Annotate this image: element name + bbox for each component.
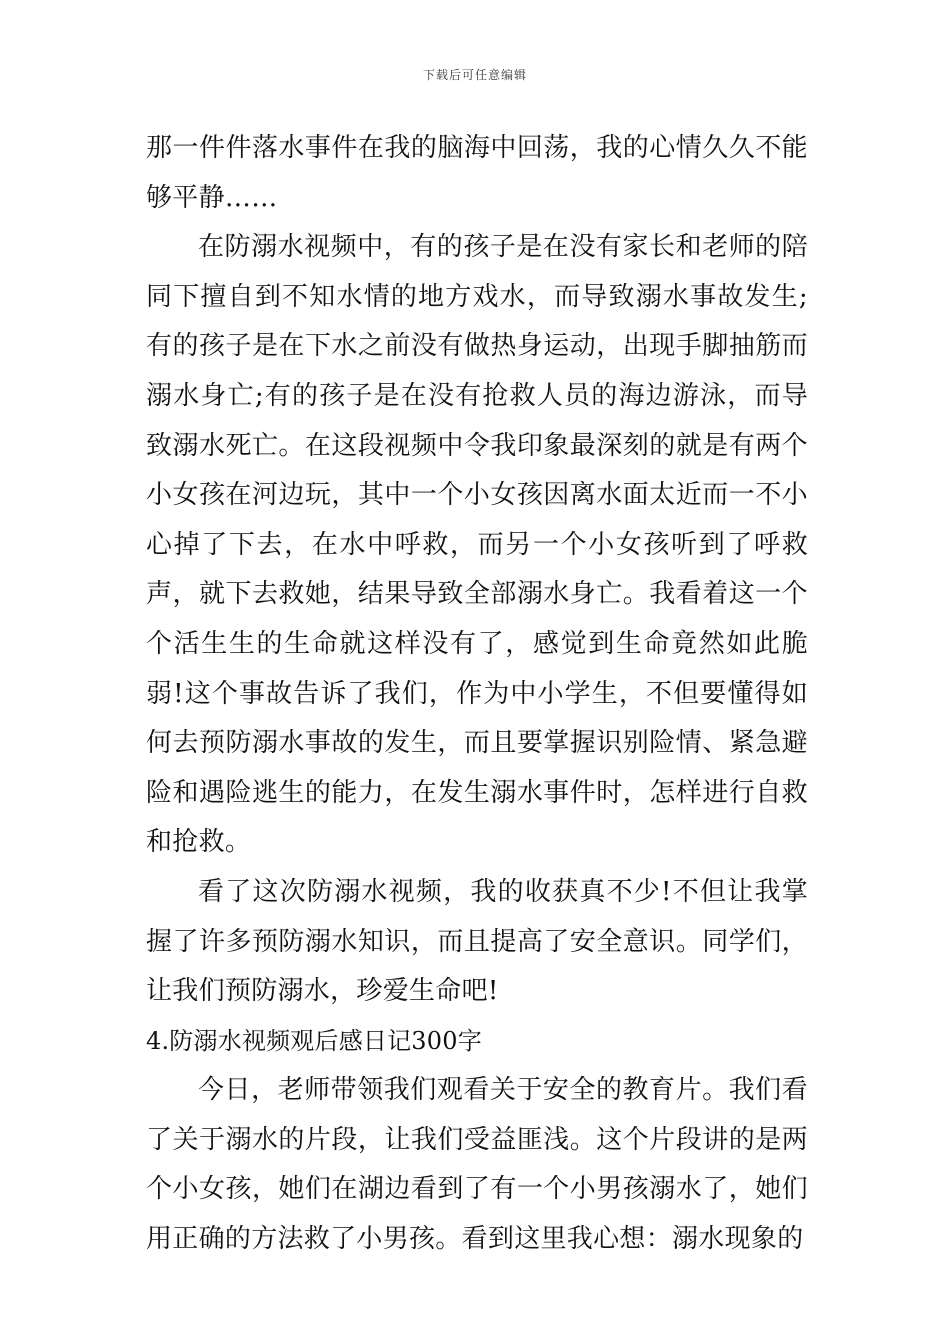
page-header: 下载后可任意编辑 xyxy=(422,68,527,82)
section-heading: 4.防溺水视频观后感日记300字 xyxy=(146,1026,482,1055)
document-body xyxy=(146,124,808,1265)
paragraph-continuation: 那一件件落水事件在我的脑海中回荡，我的心情久久不能够平静…… xyxy=(146,133,808,213)
paragraph-diary-start: 今日，老师带领我们观看关于安全的教育片。我们看了关于溺水的片段，让我们受益匪浅。这个片段讲的是两个小女孩，她们在湖边看到了有一个小男孩溺水了，她们用正确的方法救了小男孩。看到这里我心想：溺水现象的 xyxy=(146,1075,808,1255)
paragraph-video-content: 在防溺水视频中，有的孩子是在没有家长和老师的陪同下擅自到不知水情的地方戏水，而导致溺水事故发生;有的孩子是在下水之前没有做热身运动，出现手脚抽筋而溺水身亡;有的孩子是在没有抢救人员的海边游泳，而导致溺水死亡。在这段视频中令我印象最深刻的就是有两个小女孩在河边玩，其中一个小女孩因离水面太近而一不小心掉了下去，在水中呼救，而另一个小女孩听到了呼救声，就下去救她，结果导致全部溺水身亡。我看着这一个个活生生的生命就这样没有了，感觉到生命竟然如此脆弱!这个事故告诉了我们，作为中小学生，不但要懂得如何去预防溺水事故的发生，而且要掌握识别险情、紧急避险和遇险逃生的能力，在发生溺水事件时，怎样进行自救和抢救。 xyxy=(146,232,808,858)
paragraph-conclusion: 看了这次防溺水视频，我的收获真不少!不但让我掌握了许多预防溺水知识，而且提高了安全意识。同学们，让我们预防溺水，珍爱生命吧! xyxy=(146,876,808,1007)
